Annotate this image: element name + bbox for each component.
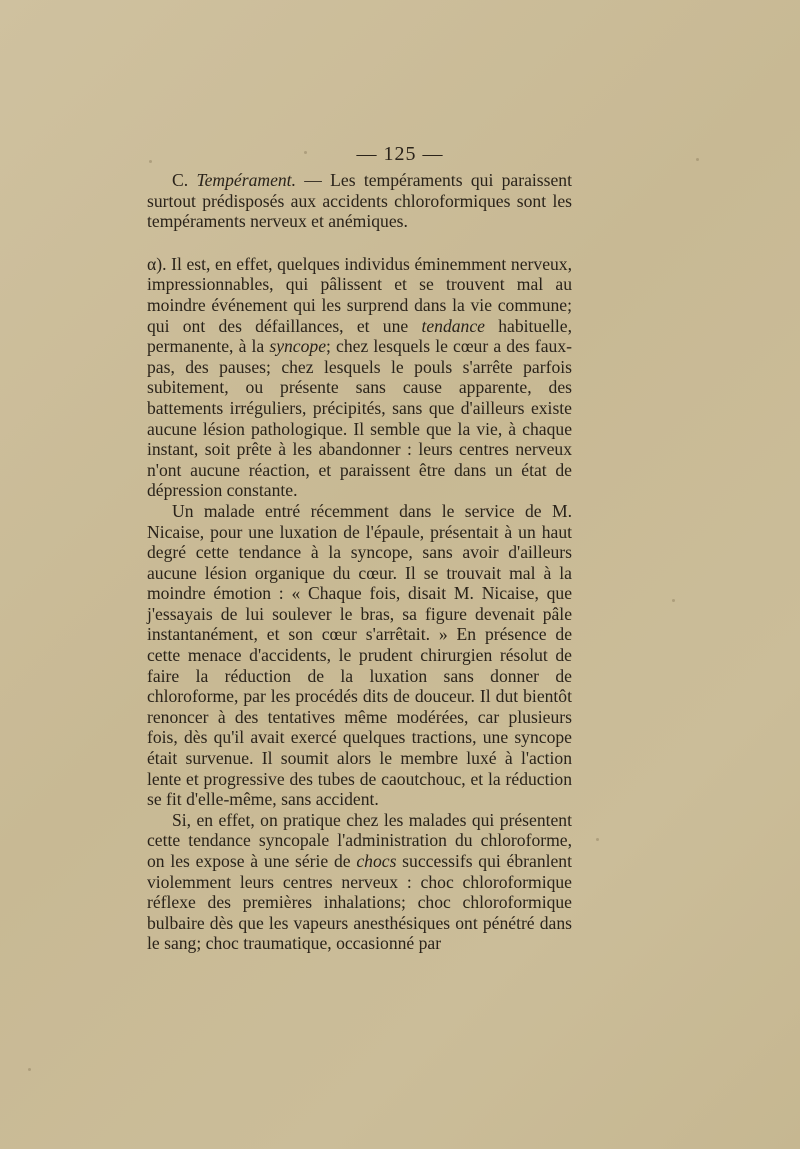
paper-speck [304, 151, 307, 154]
paper-speck [149, 160, 152, 163]
paper-speck [696, 158, 699, 161]
chocs-lead: Si, en effet, on pratique chez les malades qui présentent cette tendance syncopale l'administration du chloroforme, on les expose à une série de [147, 809, 572, 871]
alpha-emphasis-syncope: syncope [269, 336, 327, 357]
alpha-paragraph [147, 254, 572, 501]
alpha-lead: α). Il est, en effet, quelques individus éminemment nerveux, impressionnables, qui pâlissent et se trouvent mal au moindre événement qui les surprend dans la vie commune; qui ont des défaillances, et une [147, 253, 572, 336]
paper-speck [672, 599, 675, 602]
chocs-paragraph [147, 810, 572, 954]
alpha-emphasis-tendance: tendance [421, 315, 485, 336]
chocs-tail: successifs qui ébranlent violemment leurs centres nerveux : choc chloroformique réflexe des premières inhalations; choc chloroformique bulbaire dès que les vapeurs anesthésiques ont pénétré dans le sang; choc traumatique, occasionné par [147, 851, 572, 954]
section-label: C. [172, 170, 197, 190]
page-number: — 125 — [356, 143, 444, 165]
paper-speck [596, 838, 599, 841]
chocs-emphasis: chocs [356, 851, 397, 871]
case-paragraph: Un malade entré récemment dans le service de M. Nicaise, pour une luxation de l'épaule, présentait à un haut degré cette tendance à la syncope, sans avoir d'ailleurs aucune lésion organique du cœur. Il se trouvait mal à la moindre émotion : « Chaque fois, disait M. Nicaise, que j'essayais de lui soulever le bras, sa figure devenait pâle instantanément, et son cœur s'arrêtait. » En présence de cette menace d'accidents, le prudent chirurgien résolut de faire la réduction de la luxation sans donner de chloroforme, par les procédés dits de douceur. Il dut bientôt renoncer à des tentatives même modérées, car plusieurs fois, dès qu'il avait exercé quelques tractions, une syncope était survenue. Il soumit alors le membre luxé à l'action lente et progressive des tubes de caoutchouc, et la réduction se fit d'elle-même, sans accident. [147, 500, 572, 810]
alpha-mid: habituelle, permanente, à la [147, 315, 572, 357]
temperament-paragraph [147, 170, 572, 232]
body-text [147, 170, 572, 954]
section-title: Tempérament. [196, 170, 296, 190]
section-intro: — Les tempéraments qui paraissent surtout prédisposés aux accidents chloroformiques sont les tempéraments nerveux et anémiques. [147, 170, 572, 232]
alpha-tail: ; chez lesquels le cœur a des faux-pas, des pauses; chez lesquels le pouls s'arrête parfois subitement, ou présente sans cause apparente, des battements irréguliers, précipités, sans que d'ailleurs existe aucune lésion pathologique. Il semble que la vie, à chaque instant, soit prête à les abandonner : leurs centres nerveux n'ont aucune réaction, et paraissent être dans un état de dépression constante. [147, 336, 572, 501]
paper-speck [28, 1068, 31, 1071]
